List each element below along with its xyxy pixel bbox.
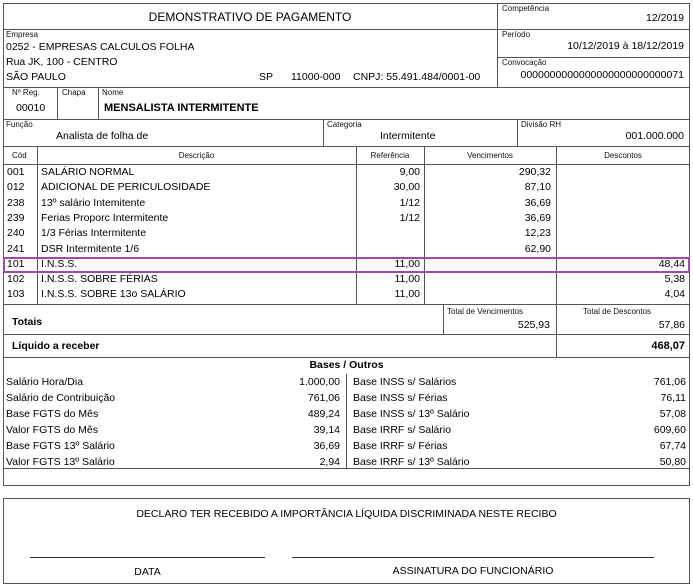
- col-referencia-header: Referência: [370, 151, 410, 160]
- empresa-cidade: SÃO PAULO: [6, 71, 66, 83]
- liquido-label: Líquido a receber: [12, 340, 100, 352]
- bases-right-value: 76,11: [660, 391, 686, 404]
- bases-left-value: 761,06: [307, 391, 340, 404]
- row-cod: 102: [7, 273, 25, 286]
- row-vencimentos: 87,10: [524, 181, 551, 194]
- document-title: DEMONSTRATIVO DE PAGAMENTO: [148, 10, 352, 24]
- bases-left-label: Valor FGTS do Mês: [6, 423, 98, 436]
- funcao-label: Função: [6, 120, 33, 129]
- row-cod: 239: [7, 211, 25, 224]
- row-vencimentos: 290,32: [518, 166, 551, 178]
- bases-right-value: 67,74: [659, 439, 686, 452]
- bases-left-item: [6, 375, 340, 390]
- bases-right-label: Base IRRF s/ 13º Salário: [353, 455, 470, 468]
- bases-right-label: Base INSS s/ Férias: [353, 391, 448, 404]
- data-label: DATA: [134, 566, 161, 578]
- bases-left-label: Valor FGTS 13º Salário: [6, 455, 115, 468]
- bases-right-value: 761,06: [653, 376, 686, 388]
- row-descricao: I.N.S.S.: [41, 257, 78, 270]
- bases-right-item: [353, 391, 686, 406]
- reg-label: Nº Reg.: [12, 88, 40, 97]
- empresa-endereco: Rua JK, 100 - CENTRO: [6, 56, 118, 68]
- bases-right-value: 57,08: [659, 407, 686, 420]
- competencia-label: Competência: [502, 4, 550, 13]
- bases-right-label: Base INSS s/ Salários: [353, 376, 457, 388]
- nome-value: MENSALISTA INTERMITENTE: [104, 102, 259, 114]
- highlighted-row: [3, 257, 690, 273]
- bases-left-label: Base FGTS do Mês: [6, 407, 99, 420]
- competencia-value: 12/2019: [646, 12, 684, 24]
- row-cod: 101: [7, 257, 25, 270]
- row-referencia: 11,00: [394, 288, 420, 301]
- row-descricao: ADICIONAL DE PERICULOSIDADE: [41, 181, 211, 194]
- empresa-cnpj: CNPJ: 55.491.484/0001-00: [353, 71, 481, 83]
- bases-right-value: 50,80: [659, 455, 686, 468]
- row-descricao: Ferias Proporc Intermitente: [41, 211, 169, 224]
- table-row: [0, 272, 693, 287]
- reg-value: 00010: [16, 102, 46, 114]
- row-descricao: SALÁRIO NORMAL: [41, 166, 135, 178]
- table-row: [0, 180, 693, 195]
- row-descontos: 4,04: [664, 288, 685, 301]
- empresa-label: Empresa: [6, 30, 39, 39]
- row-descricao: I.N.S.S. SOBRE 13o SALÁRIO: [41, 288, 186, 301]
- table-row: [0, 226, 693, 241]
- row-referencia: 11,00: [394, 273, 420, 286]
- row-descontos: 48,44: [658, 257, 685, 270]
- chapa-label: Chapa: [62, 88, 86, 97]
- bases-left-item: [6, 439, 340, 454]
- divisao-label: Divisão RH: [521, 120, 562, 129]
- row-cod: 241: [7, 242, 25, 255]
- total-vencimentos-label: Total de Vencimentos: [447, 307, 524, 316]
- row-vencimentos: 62,90: [524, 242, 551, 255]
- row-descricao: I.N.S.S. SOBRE FÉRIAS: [41, 273, 158, 286]
- row-cod: 001: [7, 166, 25, 178]
- total-vencimentos-value: 525,93: [517, 319, 550, 331]
- bases-right-label: Base INSS s/ 13º Salário: [353, 407, 470, 420]
- bases-right-label: Base IRRF s/ Salário: [353, 423, 452, 436]
- bases-right-item: [353, 439, 686, 454]
- bases-left-label: Salário de Contribuição: [6, 391, 116, 404]
- table-row: [0, 165, 693, 180]
- table-row: [0, 211, 693, 226]
- nome-label: Nome: [102, 88, 124, 97]
- bases-right-item: [353, 407, 686, 422]
- convocacao-value: 0000000000000000000000000071: [520, 69, 684, 81]
- row-vencimentos: 36,69: [524, 196, 551, 209]
- declaracao-texto: DECLARO TER RECEBIDO A IMPORTÂNCIA LÍQUIDA DISCRIMINADA NESTE RECIBO: [136, 508, 557, 520]
- bases-left-value: 36,69: [313, 439, 340, 452]
- assinatura-signature-line: [292, 557, 654, 558]
- row-referencia: 1/12: [399, 196, 420, 209]
- categoria-label: Categoria: [327, 120, 362, 129]
- row-referencia: 1/12: [399, 211, 420, 224]
- row-descricao: DSR Intermitente 1/6: [41, 242, 140, 255]
- table-row: [0, 287, 693, 302]
- col-descricao-header: Descrição: [178, 151, 215, 160]
- bases-right-value: 609,60: [653, 423, 686, 436]
- row-descricao: 13º salário Intemitente: [41, 196, 146, 209]
- total-descontos-value: 57,86: [658, 319, 685, 331]
- funcao-value: Analista de folha de: [56, 130, 149, 142]
- bases-left-value: 489,24: [307, 407, 340, 420]
- empresa-cep: 11000-000: [291, 71, 341, 83]
- categoria-value: Intermitente: [380, 130, 436, 142]
- totais-label: Totais: [12, 316, 43, 328]
- col-descontos-header: Descontos: [604, 151, 642, 160]
- periodo-value: 10/12/2019 à 18/12/2019: [567, 40, 684, 52]
- bases-left-value: 1.000,00: [299, 376, 340, 388]
- divisao-value: 001.000.000: [625, 130, 684, 142]
- bases-title: Bases / Outros: [309, 359, 384, 371]
- row-referencia: 11,00: [394, 257, 420, 270]
- periodo-label: Período: [502, 30, 531, 39]
- bases-left-item: [6, 423, 340, 438]
- row-referencia: 9,00: [399, 166, 420, 178]
- row-cod: 238: [7, 196, 25, 209]
- data-signature-line: [30, 557, 265, 558]
- bases-right-item: [353, 423, 686, 438]
- row-descricao: 1/3 Férias Intermitente: [41, 227, 147, 240]
- row-referencia: 30,00: [393, 181, 420, 194]
- row-vencimentos: 36,69: [524, 211, 551, 224]
- empresa-nome: 0252 - EMPRESAS CALCULOS FOLHA: [6, 41, 195, 53]
- bases-right-label: Base IRRF s/ Férias: [353, 439, 448, 452]
- col-cod-header: Cód: [12, 151, 27, 160]
- col-vencimentos-header: Vencimentos: [467, 151, 513, 160]
- row-cod: 240: [7, 227, 25, 240]
- bases-left-value: 2,94: [319, 455, 340, 468]
- bases-left-label: Salário Hora/Dia: [6, 376, 84, 388]
- row-descontos: 5,38: [664, 273, 685, 286]
- table-row: [0, 242, 693, 257]
- bases-left-item: [6, 391, 340, 406]
- empresa-uf: SP: [259, 71, 274, 83]
- total-descontos-label: Total de Descontos: [583, 307, 652, 316]
- liquido-value: 468,07: [651, 340, 685, 352]
- bases-left-label: Base FGTS 13º Salário: [6, 439, 115, 452]
- bases-right-item: [353, 375, 686, 390]
- assinatura-label: ASSINATURA DO FUNCIONÁRIO: [392, 565, 554, 577]
- row-cod: 012: [7, 181, 25, 194]
- row-vencimentos: 12,23: [524, 227, 551, 240]
- convocacao-label: Convocação: [502, 58, 547, 67]
- table-row: [0, 196, 693, 211]
- bases-left-value: 39,14: [313, 423, 340, 436]
- row-cod: 103: [7, 288, 25, 301]
- bases-left-item: [6, 407, 340, 422]
